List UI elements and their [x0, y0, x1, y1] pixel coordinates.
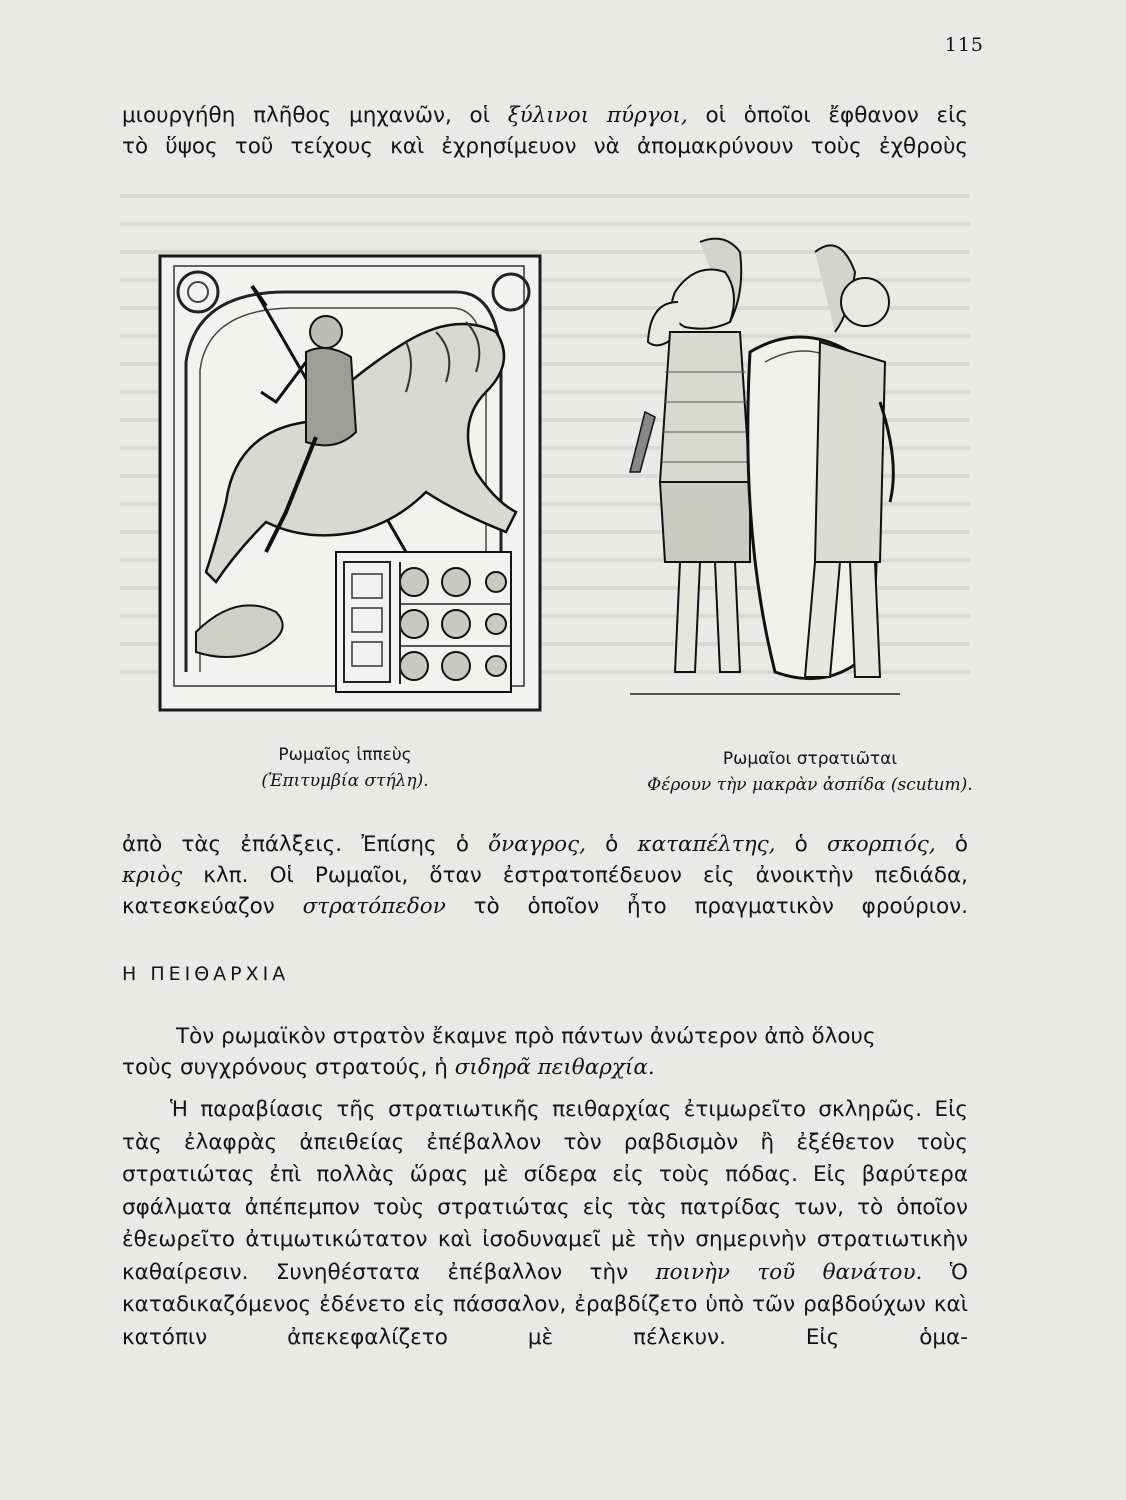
italic-term: στρατόπεδον: [302, 894, 446, 919]
caption-subtitle: Φέρουν τὴν μακρὰν ἀσπίδα (scutum).: [647, 775, 973, 795]
roman-horseman-stele-illustration: [156, 252, 544, 714]
caption-title: Ρωμαῖος ἱππεὺς: [278, 745, 412, 765]
text-run: Ἡ παραβίασις τῆς στρατιωτικῆς πειθαρχίας ἐτιμωρεῖτο σκληρῶς. Εἰς τὰς ἐλαφρὰς ἀπειθείας ἐπέβαλλον τὸν ραβδισμὸν ἢ ἐξέθετον τοὺς στρατιώτας ἐπὶ πολλὰς ὥρας μὲ σίδερα εἰς τοὺς πόδας. Εἰς βαρύτερα σφάλματα ἀπέπεμπον τοὺς στρατιώτας εἰς τὰς πατρίδας των, τὸ ὁποῖον ἐθεωρεῖτο ἀτιμωτικώτατον καὶ ἰσοδυναμεῖ μὲ τὴν σημερινὴν στρατιωτικὴν καθαίρεσιν. Συνηθέστατα ἐπέβαλλον τὴν: [122, 1097, 968, 1285]
text-run: ὁ: [775, 832, 827, 857]
text-run: ὁ: [935, 832, 969, 857]
text-run: Τὸν ρωμαϊκὸν στρατὸν ἔκαμνε πρὸ πάντων ἀνώτερον ἀπὸ ὅλους: [176, 1024, 876, 1049]
text-run: μιουργήθη πλῆθος μηχανῶν, οἱ: [122, 103, 508, 128]
paragraph-discipline-intro: [122, 1021, 968, 1083]
caption-subtitle: (Ἐπιτυμβία στήλη).: [261, 771, 429, 791]
text-run: ἀπὸ τὰς ἐπάλξεις. Ἐπίσης ὁ: [122, 832, 489, 857]
text-run: τὸ ὕψος τοῦ τείχους καὶ ἐχρησίμευον νὰ ἀπομακρύνουν τοὺς ἐχθροὺς: [122, 134, 968, 159]
caption-title: Ρωμαῖοι στρατιῶται: [722, 749, 898, 769]
paragraph-punishments: [122, 1094, 968, 1354]
text-run: τὸ ὁποῖον ἦτο πραγματικὸν φρούριον.: [445, 894, 968, 919]
italic-term: ὄναγρος,: [488, 832, 586, 857]
italic-term: σκορπιός,: [826, 832, 936, 857]
italic-term: ποινὴν τοῦ θανάτου.: [655, 1259, 923, 1285]
page-number: 115: [944, 34, 984, 56]
figure-left-caption: [180, 742, 510, 794]
italic-term: ξύλινοι πύργοι,: [507, 103, 688, 128]
italic-term: κριὸς: [122, 863, 183, 888]
paragraph-machines: [122, 100, 968, 162]
text-run: κατεσκεύαζον: [122, 894, 303, 919]
text-run: Ὁ καταδικαζόμενος ἐδένετο εἰς πάσσαλον, ἐραβδίζετο ὑπὸ τῶν ραβδούχων καὶ κατόπιν ἀπεκεφαλίζετο μὲ πέλεκυν. Εἰς ὁμα-: [122, 1259, 968, 1350]
italic-term: σιδηρᾶ πειθαρχία.: [454, 1055, 655, 1080]
figure-right-caption: [640, 746, 980, 798]
text-run: τοὺς συγχρόνους στρατούς, ἡ: [122, 1055, 455, 1080]
section-heading: Η ΠΕΙΘΑΡΧΙΑ: [122, 963, 290, 985]
text-run: ὁ: [585, 832, 638, 857]
text-run: οἱ ὁποῖοι ἔφθανον εἰς: [687, 103, 968, 128]
text-run: κλπ. Οἱ Ρωμαῖοι, ὅταν ἐστρατοπέδευον εἰς ἀνοικτὴν πεδιάδα,: [182, 863, 968, 888]
italic-term: καταπέλτης,: [637, 832, 776, 857]
roman-soldiers-scutum-illustration: [600, 232, 910, 707]
paragraph-siege-engines: [122, 829, 968, 922]
